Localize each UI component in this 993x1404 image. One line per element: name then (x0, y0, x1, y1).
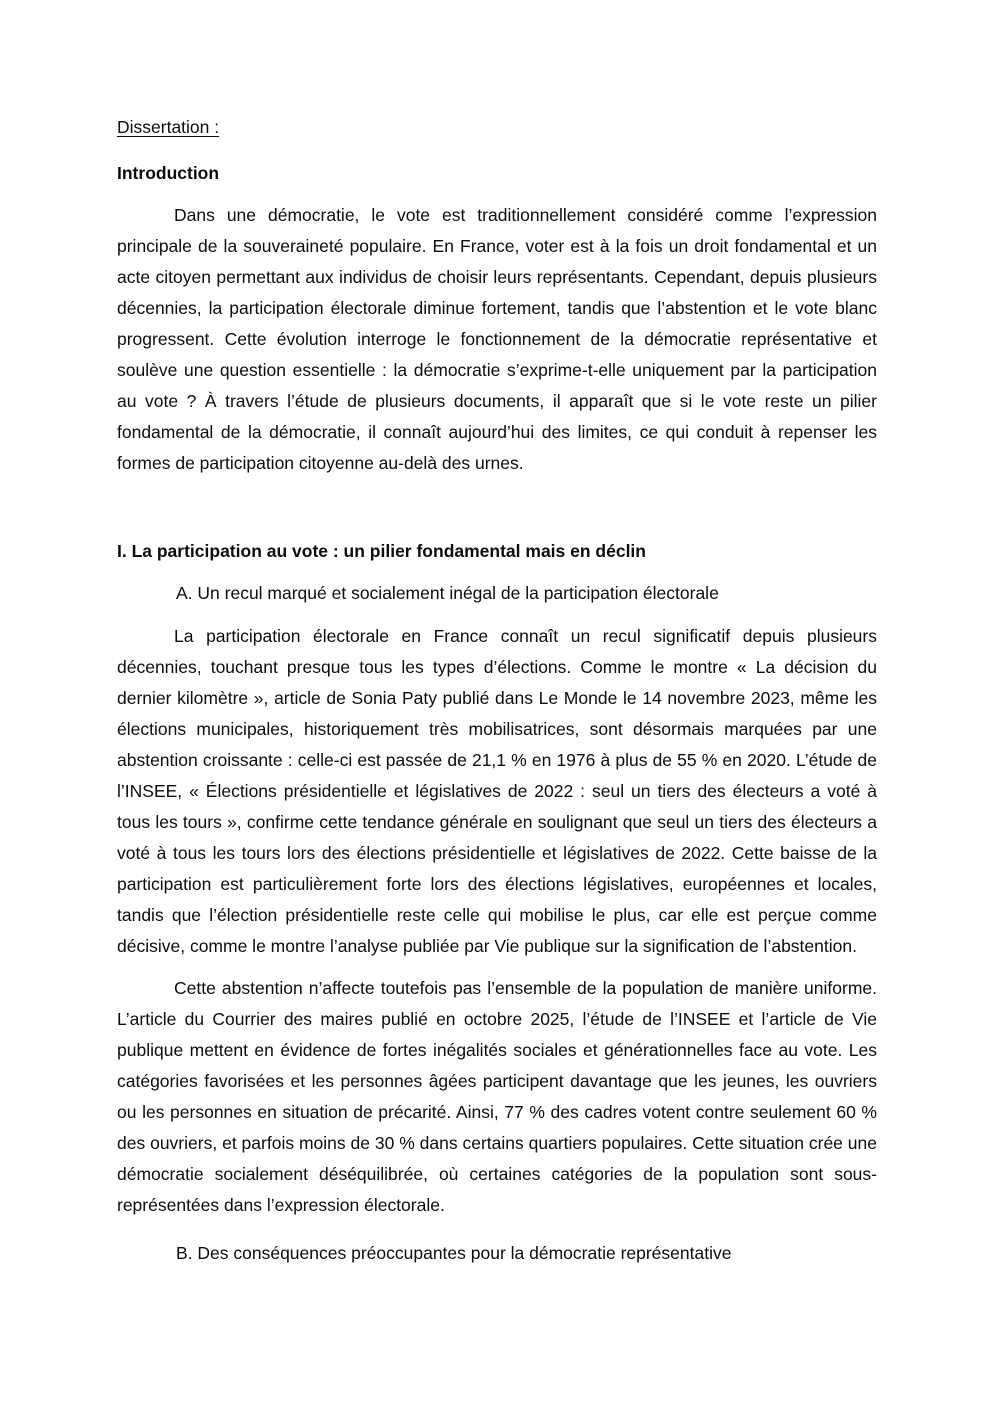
introduction-paragraph: Dans une démocratie, le vote est traditionnellement considéré comme l’expression principale de la souveraineté populaire. En France, voter est à la fois un droit fondamental et un acte citoyen permettant aux individus de choisir leurs représentants. Cependant, depuis plusieurs décennies, la participation électorale diminue fortement, tandis que l’abstention et le vote blanc progressent. Cette évolution interroge le fonctionnement de la démocratie représentative et soulève une question essentielle : la démocratie s’exprime-t-elle uniquement par la participation au vote ? À travers l’étude de plusieurs documents, il apparaît que si le vote reste un pilier fondamental de la démocratie, il connaît aujourd’hui des limites, ce qui conduit à repenser les formes de participation citoyenne au-delà des urnes. (117, 205, 877, 473)
document-title-row (117, 112, 877, 143)
introduction-heading: Introduction (117, 163, 220, 183)
spacer-intro-to-section (117, 479, 877, 536)
document-title: Dissertation : (117, 117, 220, 137)
document-content (117, 112, 877, 1269)
subsection-a-paragraph-2: Cette abstention n’affecte toutefois pas l’ensemble de la population de manière uniforme. L’article du Courrier des maires publié en octobre 2025, l’étude de l’INSEE et l’article de Vie publique mettent en évidence de fortes inégalités sociales et générationnelles face au vote. Les catégories favorisées et les personnes âgées participent davantage que les jeunes, les ouvriers ou les personnes en situation de précarité. Ainsi, 77 % des cadres votent contre seulement 60 % des ouvriers, et parfois moins de 30 % dans certains quartiers populaires. Cette situation crée une démocratie socialement déséquilibrée, où certaines catégories de la population sont sous-représentées dans l’expression électorale. (117, 978, 877, 1215)
section-heading-i: I. La participation au vote : un pilier fondamental mais en déclin (117, 541, 646, 561)
subsection-heading-a: A. Un recul marqué et socialement inégal de la participation électorale (176, 583, 719, 603)
spacer-paragraph-1-to-2 (117, 962, 877, 973)
subsection-a-paragraph-1: La participation électorale en France connaît un recul significatif depuis plusieurs décennies, touchant presque tous les types d’élections. Comme le montre « La décision du dernier kilomètre », article de Sonia Paty publié dans Le Monde le 14 novembre 2023, même les élections municipales, historiquement très mobilisatrices, sont désormais marquées par une abstention croissante : celle-ci est passée de 21,1 % en 1976 à plus de 55 % en 2020. L’étude de l’INSEE, « Élections présidentielle et législatives de 2022 : seul un tiers des électeurs a voté à tous les tours », confirme cette tendance générale en soulignant que seul un tiers des électeurs a voté à tous les tours lors des élections présidentielle et législatives de 2022. Cette baisse de la participation est particulièrement forte lors des élections législatives, européennes et locales, tandis que l’élection présidentielle reste celle qui mobilise le plus, car elle est perçue comme décisive, comme le montre l’analyse publiée par Vie publique sur la signification de l’abstention. (117, 626, 877, 956)
spacer-subsection-a-to-paragraph (117, 609, 877, 621)
spacer-section-to-subsection-a (117, 567, 877, 578)
spacer-paragraph-to-subsection-b (117, 1221, 877, 1238)
subsection-heading-b: B. Des conséquences préoccupantes pour la démocratie représentative (176, 1243, 732, 1263)
